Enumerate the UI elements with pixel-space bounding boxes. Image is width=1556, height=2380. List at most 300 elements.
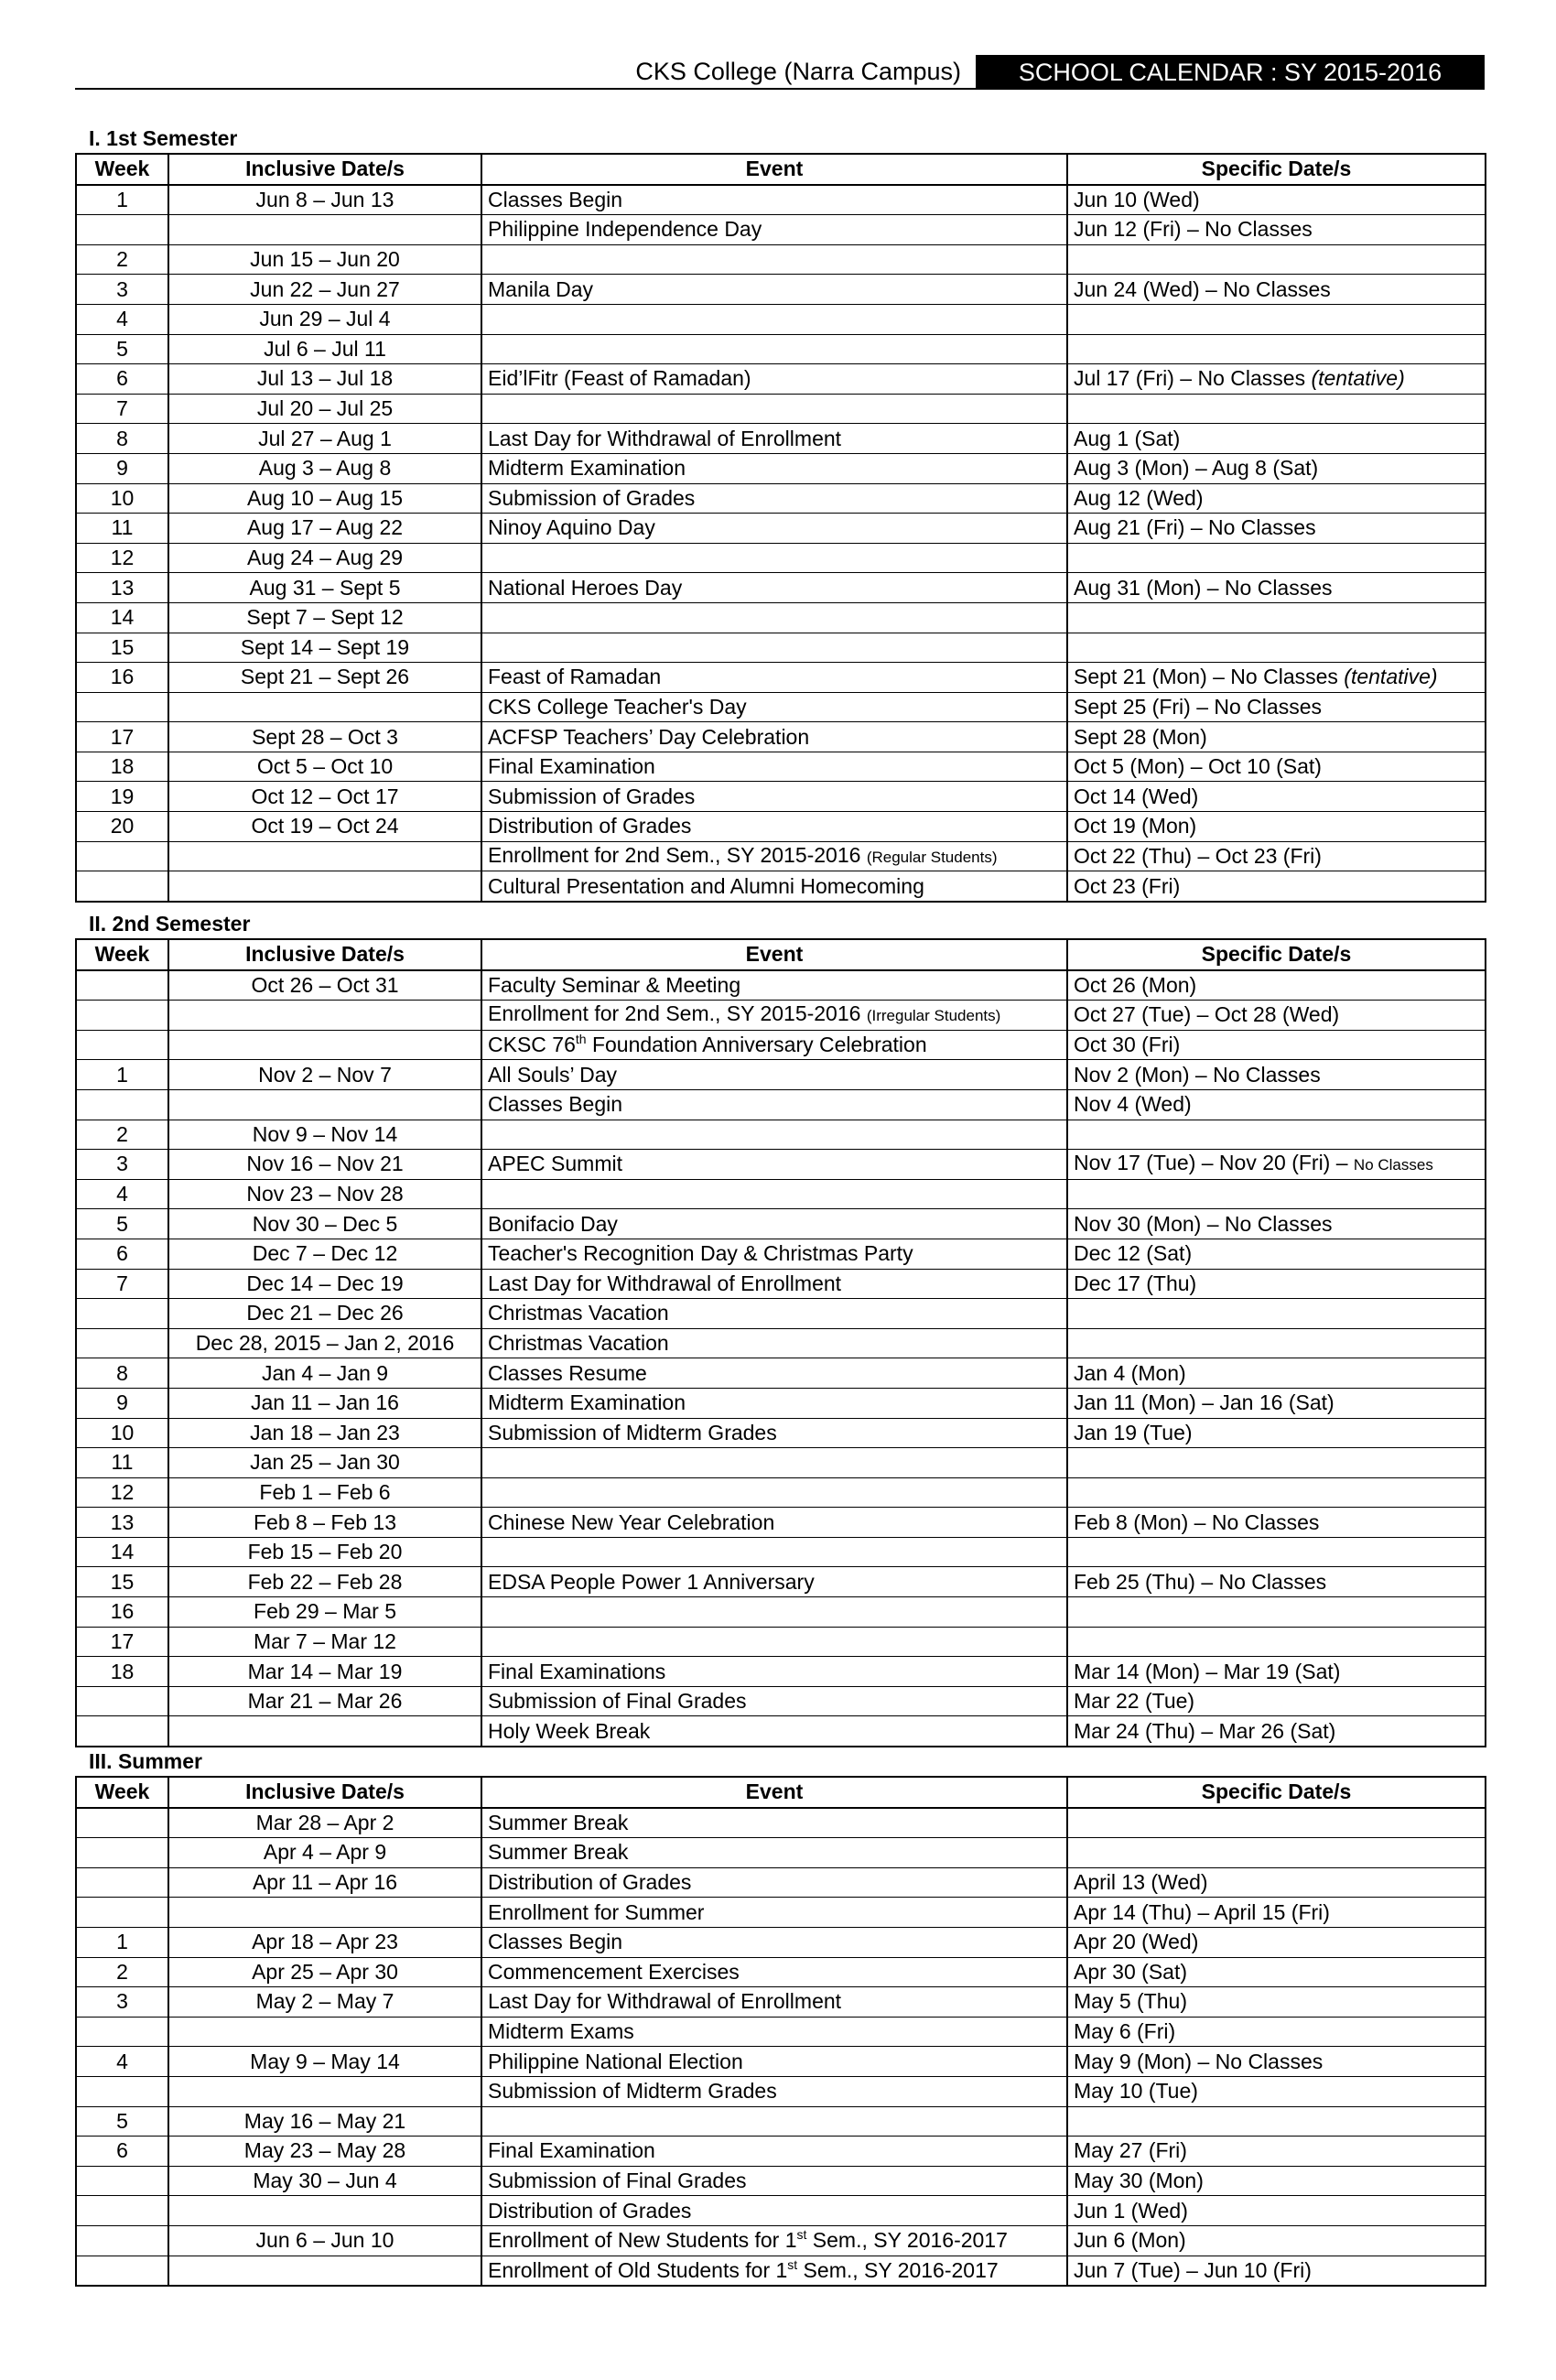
week-cell: 16 bbox=[76, 663, 168, 693]
specific-cell bbox=[1067, 692, 1486, 722]
event-cell bbox=[481, 1328, 1067, 1358]
event-cell bbox=[481, 2137, 1067, 2167]
dates-cell bbox=[168, 692, 481, 722]
specific-text: Jun 7 (Tue) – Jun 10 (Fri) bbox=[1074, 2257, 1312, 2282]
specific-cell bbox=[1067, 782, 1486, 812]
section-title-summer: III. Summer bbox=[89, 1749, 202, 1773]
specific-text: Aug 31 (Mon) – No Classes bbox=[1074, 575, 1333, 600]
week-cell: 10 bbox=[76, 1418, 168, 1448]
table-row bbox=[76, 2166, 1486, 2196]
specific-note: No Classes bbox=[1353, 1156, 1433, 1174]
col-week-header: Week bbox=[76, 1777, 168, 1808]
specific-cell bbox=[1067, 1388, 1486, 1418]
dates-cell: Dec 7 – Dec 12 bbox=[168, 1239, 481, 1269]
event-cell bbox=[481, 1657, 1067, 1687]
week-cell: 5 bbox=[76, 1209, 168, 1239]
dates-cell: Mar 28 – Apr 2 bbox=[168, 1808, 481, 1838]
dates-cell: Mar 14 – Mar 19 bbox=[168, 1657, 481, 1687]
specific-text: Aug 1 (Sat) bbox=[1074, 426, 1181, 450]
specific-cell bbox=[1067, 1120, 1486, 1150]
event-text: Midterm Examination bbox=[488, 1390, 686, 1415]
event-note: (Irregular Students) bbox=[866, 1007, 1001, 1025]
week-cell: 6 bbox=[76, 2137, 168, 2167]
week-cell: 20 bbox=[76, 812, 168, 842]
table-row bbox=[76, 2106, 1486, 2137]
event-text: Midterm Exams bbox=[488, 2019, 634, 2044]
week-cell bbox=[76, 1867, 168, 1898]
dates-cell bbox=[168, 2196, 481, 2226]
event-cell bbox=[481, 1209, 1067, 1239]
dates-cell: May 9 – May 14 bbox=[168, 2047, 481, 2077]
event-cell bbox=[481, 2047, 1067, 2077]
event-cell bbox=[481, 185, 1067, 215]
specific-text: Apr 20 (Wed) bbox=[1074, 1930, 1199, 1954]
specific-cell bbox=[1067, 1477, 1486, 1508]
specific-text: Aug 21 (Fri) – No Classes bbox=[1074, 515, 1316, 540]
dates-cell: Jul 27 – Aug 1 bbox=[168, 424, 481, 454]
table-row bbox=[76, 1627, 1486, 1657]
specific-note: (tentative) bbox=[1344, 665, 1438, 689]
week-cell bbox=[76, 2225, 168, 2256]
event-text: Holy Week Break bbox=[488, 1718, 651, 1743]
specific-cell bbox=[1067, 2166, 1486, 2196]
event-cell bbox=[481, 2196, 1067, 2226]
specific-cell bbox=[1067, 602, 1486, 633]
table-row bbox=[76, 185, 1486, 215]
specific-cell bbox=[1067, 1927, 1486, 1957]
table-row bbox=[76, 841, 1486, 871]
specific-text: Sept 25 (Fri) – No Classes bbox=[1074, 694, 1322, 719]
event-cell bbox=[481, 1269, 1067, 1299]
table-row bbox=[76, 1001, 1486, 1031]
dates-cell: Oct 5 – Oct 10 bbox=[168, 752, 481, 782]
event-cell bbox=[481, 1957, 1067, 1987]
event-cell bbox=[481, 483, 1067, 514]
specific-cell bbox=[1067, 483, 1486, 514]
table-row bbox=[76, 2196, 1486, 2226]
week-cell bbox=[76, 871, 168, 902]
event-cell bbox=[481, 1448, 1067, 1478]
table-row bbox=[76, 424, 1486, 454]
specific-cell bbox=[1067, 1209, 1486, 1239]
week-cell: 8 bbox=[76, 424, 168, 454]
event-text: All Souls’ Day bbox=[488, 1062, 618, 1087]
table-row bbox=[76, 1120, 1486, 1150]
event-cell bbox=[481, 1179, 1067, 1209]
specific-cell bbox=[1067, 663, 1486, 693]
table-row bbox=[76, 1898, 1486, 1928]
specific-cell bbox=[1067, 1150, 1486, 1180]
specific-cell bbox=[1067, 2256, 1486, 2286]
specific-text: Oct 22 (Thu) – Oct 23 (Fri) bbox=[1074, 843, 1322, 868]
week-cell: 13 bbox=[76, 573, 168, 603]
specific-text: Jun 1 (Wed) bbox=[1074, 2198, 1188, 2223]
event-cell bbox=[481, 394, 1067, 424]
dates-cell: Sept 7 – Sept 12 bbox=[168, 602, 481, 633]
specific-cell bbox=[1067, 752, 1486, 782]
week-cell: 8 bbox=[76, 1358, 168, 1389]
specific-text: May 10 (Tue) bbox=[1074, 2079, 1198, 2104]
dates-cell: Jan 4 – Jan 9 bbox=[168, 1358, 481, 1389]
specific-cell bbox=[1067, 722, 1486, 752]
dates-cell: Jan 18 – Jan 23 bbox=[168, 1418, 481, 1448]
specific-text: April 13 (Wed) bbox=[1074, 1870, 1208, 1895]
event-cell bbox=[481, 1716, 1067, 1747]
col-event-header: Event bbox=[481, 939, 1067, 970]
col-specific-header: Specific Date/s bbox=[1067, 939, 1486, 970]
specific-cell bbox=[1067, 2137, 1486, 2167]
week-cell: 2 bbox=[76, 1957, 168, 1987]
specific-cell bbox=[1067, 543, 1486, 573]
table-row bbox=[76, 1388, 1486, 1418]
table-row bbox=[76, 1597, 1486, 1628]
table-row bbox=[76, 1328, 1486, 1358]
week-cell: 6 bbox=[76, 1239, 168, 1269]
specific-cell bbox=[1067, 1358, 1486, 1389]
event-cell bbox=[481, 543, 1067, 573]
specific-cell bbox=[1067, 364, 1486, 395]
dates-cell: Jul 20 – Jul 25 bbox=[168, 394, 481, 424]
event-cell bbox=[481, 1418, 1067, 1448]
table-row bbox=[76, 244, 1486, 275]
dates-cell: Mar 7 – Mar 12 bbox=[168, 1627, 481, 1657]
dates-cell bbox=[168, 871, 481, 902]
specific-cell bbox=[1067, 1030, 1486, 1060]
dates-cell bbox=[168, 2076, 481, 2106]
dates-cell: Nov 30 – Dec 5 bbox=[168, 1209, 481, 1239]
specific-text: Nov 17 (Tue) – Nov 20 (Fri) – bbox=[1074, 1151, 1354, 1175]
dates-cell: Aug 3 – Aug 8 bbox=[168, 453, 481, 483]
event-cell bbox=[481, 244, 1067, 275]
specific-cell bbox=[1067, 1299, 1486, 1329]
specific-text: Jun 12 (Fri) – No Classes bbox=[1074, 217, 1313, 242]
week-cell: 10 bbox=[76, 483, 168, 514]
specific-text: May 6 (Fri) bbox=[1074, 2019, 1176, 2044]
table-summer bbox=[75, 1776, 1486, 2287]
specific-text: Oct 27 (Tue) – Oct 28 (Wed) bbox=[1074, 1002, 1340, 1027]
specific-cell bbox=[1067, 1001, 1486, 1031]
table-row bbox=[76, 602, 1486, 633]
event-text: CKSC 76 bbox=[488, 1033, 576, 1057]
specific-cell bbox=[1067, 304, 1486, 334]
event-text: Enrollment for Summer bbox=[488, 1899, 705, 1924]
event-cell bbox=[481, 812, 1067, 842]
event-cell bbox=[481, 424, 1067, 454]
event-superscript: st bbox=[796, 2227, 807, 2243]
dates-cell: Feb 15 – Feb 20 bbox=[168, 1537, 481, 1567]
event-text: Classes Begin bbox=[488, 187, 623, 211]
week-cell: 13 bbox=[76, 1508, 168, 1538]
event-cell bbox=[481, 514, 1067, 544]
event-cell bbox=[481, 752, 1067, 782]
event-text: Submission of Final Grades bbox=[488, 2169, 747, 2193]
table-row bbox=[76, 304, 1486, 334]
page-header bbox=[75, 55, 1485, 90]
dates-cell: Mar 21 – Mar 26 bbox=[168, 1686, 481, 1716]
event-text: ACFSP Teachers’ Day Celebration bbox=[488, 724, 810, 749]
dates-cell: Dec 14 – Dec 19 bbox=[168, 1269, 481, 1299]
week-cell bbox=[76, 841, 168, 871]
specific-cell bbox=[1067, 871, 1486, 902]
table-row bbox=[76, 1927, 1486, 1957]
event-text: Final Examination bbox=[488, 754, 655, 779]
specific-cell bbox=[1067, 514, 1486, 544]
col-week-header: Week bbox=[76, 154, 168, 185]
event-text: Classes Resume bbox=[488, 1360, 647, 1385]
specific-text: Oct 26 (Mon) bbox=[1074, 972, 1197, 997]
event-cell bbox=[481, 1089, 1067, 1120]
week-cell: 1 bbox=[76, 1927, 168, 1957]
table-row bbox=[76, 692, 1486, 722]
table-row bbox=[76, 543, 1486, 573]
event-text: Christmas Vacation bbox=[488, 1301, 669, 1325]
week-cell: 15 bbox=[76, 1567, 168, 1597]
week-cell: 14 bbox=[76, 1537, 168, 1567]
col-specific-header: Specific Date/s bbox=[1067, 154, 1486, 185]
specific-cell bbox=[1067, 334, 1486, 364]
week-cell bbox=[76, 970, 168, 1001]
week-cell: 15 bbox=[76, 633, 168, 663]
dates-cell: Apr 4 – Apr 9 bbox=[168, 1838, 481, 1868]
week-cell bbox=[76, 215, 168, 245]
specific-cell bbox=[1067, 2106, 1486, 2137]
specific-text: Mar 24 (Thu) – Mar 26 (Sat) bbox=[1074, 1718, 1336, 1743]
specific-cell bbox=[1067, 185, 1486, 215]
week-cell bbox=[76, 2017, 168, 2047]
specific-text: Feb 8 (Mon) – No Classes bbox=[1074, 1509, 1320, 1534]
specific-cell bbox=[1067, 1686, 1486, 1716]
event-text-cont: Sem., SY 2016-2017 bbox=[806, 2228, 1008, 2253]
dates-cell: Sept 14 – Sept 19 bbox=[168, 633, 481, 663]
specific-cell bbox=[1067, 1567, 1486, 1597]
dates-cell: Feb 29 – Mar 5 bbox=[168, 1597, 481, 1628]
dates-cell: Nov 16 – Nov 21 bbox=[168, 1150, 481, 1180]
event-text: Enrollment of New Students for 1 bbox=[488, 2228, 797, 2253]
specific-text: Nov 30 (Mon) – No Classes bbox=[1074, 1211, 1333, 1236]
table-row bbox=[76, 1537, 1486, 1567]
event-cell bbox=[481, 782, 1067, 812]
specific-cell bbox=[1067, 1508, 1486, 1538]
specific-cell bbox=[1067, 244, 1486, 275]
event-cell bbox=[481, 364, 1067, 395]
week-cell bbox=[76, 1686, 168, 1716]
col-dates-header: Inclusive Date/s bbox=[168, 154, 481, 185]
specific-text: Jul 17 (Fri) – No Classes bbox=[1074, 366, 1312, 391]
specific-cell bbox=[1067, 1328, 1486, 1358]
week-cell: 1 bbox=[76, 1060, 168, 1090]
specific-cell bbox=[1067, 215, 1486, 245]
table-1st-semester bbox=[75, 153, 1486, 903]
week-cell: 3 bbox=[76, 1150, 168, 1180]
event-cell bbox=[481, 1120, 1067, 1150]
event-text: Chinese New Year Celebration bbox=[488, 1509, 775, 1534]
table-row bbox=[76, 970, 1486, 1001]
table-row bbox=[76, 1179, 1486, 1209]
dates-cell: Sept 28 – Oct 3 bbox=[168, 722, 481, 752]
event-cell bbox=[481, 2076, 1067, 2106]
week-cell bbox=[76, 1089, 168, 1120]
event-text: Cultural Presentation and Alumni Homecoming bbox=[488, 873, 924, 898]
table-row bbox=[76, 1209, 1486, 1239]
table-row bbox=[76, 1299, 1486, 1329]
event-text: Faculty Seminar & Meeting bbox=[488, 972, 741, 997]
event-text: Christmas Vacation bbox=[488, 1331, 669, 1356]
event-cell bbox=[481, 1567, 1067, 1597]
table-row bbox=[76, 483, 1486, 514]
dates-cell bbox=[168, 1001, 481, 1031]
table-row bbox=[76, 1269, 1486, 1299]
event-text: CKS College Teacher's Day bbox=[488, 694, 747, 719]
week-cell bbox=[76, 1838, 168, 1868]
specific-text: Oct 19 (Mon) bbox=[1074, 814, 1197, 838]
event-text: Philippine National Election bbox=[488, 2049, 743, 2073]
dates-cell: Jun 8 – Jun 13 bbox=[168, 185, 481, 215]
event-text: Enrollment of Old Students for 1 bbox=[488, 2257, 788, 2282]
week-cell bbox=[76, 692, 168, 722]
table-row bbox=[76, 514, 1486, 544]
specific-text: Aug 3 (Mon) – Aug 8 (Sat) bbox=[1074, 456, 1319, 481]
event-text: Distribution of Grades bbox=[488, 2198, 692, 2223]
specific-cell bbox=[1067, 1179, 1486, 1209]
specific-text: Dec 17 (Thu) bbox=[1074, 1271, 1197, 1295]
table-row bbox=[76, 1477, 1486, 1508]
section-title-2nd-semester: II. 2nd Semester bbox=[89, 912, 251, 936]
week-cell: 9 bbox=[76, 453, 168, 483]
table-row bbox=[76, 364, 1486, 395]
week-cell: 12 bbox=[76, 543, 168, 573]
table-row bbox=[76, 1808, 1486, 1838]
table-row bbox=[76, 215, 1486, 245]
specific-cell bbox=[1067, 1418, 1486, 1448]
event-text: Submission of Final Grades bbox=[488, 1689, 747, 1714]
week-cell bbox=[76, 1328, 168, 1358]
week-cell bbox=[76, 1808, 168, 1838]
campus-name: CKS College (Narra Campus) bbox=[635, 58, 961, 85]
col-event-header: Event bbox=[481, 154, 1067, 185]
event-text: Ninoy Aquino Day bbox=[488, 515, 655, 540]
event-text-cont: Sem., SY 2016-2017 bbox=[797, 2257, 999, 2282]
dates-cell: Apr 18 – Apr 23 bbox=[168, 1927, 481, 1957]
dates-cell: Oct 26 – Oct 31 bbox=[168, 970, 481, 1001]
specific-cell bbox=[1067, 1716, 1486, 1747]
specific-text: Mar 22 (Tue) bbox=[1074, 1689, 1195, 1714]
table-row bbox=[76, 1508, 1486, 1538]
event-cell bbox=[481, 1388, 1067, 1418]
table-row bbox=[76, 2137, 1486, 2167]
event-text: Feast of Ramadan bbox=[488, 665, 662, 689]
week-cell: 7 bbox=[76, 394, 168, 424]
week-cell: 12 bbox=[76, 1477, 168, 1508]
dates-cell: May 2 – May 7 bbox=[168, 1987, 481, 2018]
table-row bbox=[76, 1987, 1486, 2018]
dates-cell: Oct 12 – Oct 17 bbox=[168, 782, 481, 812]
section-title-1st-semester: I. 1st Semester bbox=[89, 126, 238, 150]
event-text: Submission of Grades bbox=[488, 784, 696, 808]
specific-text: Sept 28 (Mon) bbox=[1074, 724, 1207, 749]
specific-text: Sept 21 (Mon) – No Classes bbox=[1074, 665, 1345, 689]
specific-cell bbox=[1067, 2225, 1486, 2256]
week-cell bbox=[76, 1898, 168, 1928]
col-event-header: Event bbox=[481, 1777, 1067, 1808]
week-cell: 16 bbox=[76, 1597, 168, 1628]
table-row bbox=[76, 1657, 1486, 1687]
event-text: Summer Break bbox=[488, 1840, 629, 1865]
specific-text: Mar 14 (Mon) – Mar 19 (Sat) bbox=[1074, 1659, 1341, 1683]
specific-cell bbox=[1067, 2047, 1486, 2077]
specific-text: Jan 19 (Tue) bbox=[1074, 1420, 1193, 1444]
event-text: Distribution of Grades bbox=[488, 814, 692, 838]
event-cell bbox=[481, 2017, 1067, 2047]
dates-cell: Feb 8 – Feb 13 bbox=[168, 1508, 481, 1538]
event-text: Submission of Midterm Grades bbox=[488, 1420, 777, 1444]
specific-text: Jan 4 (Mon) bbox=[1074, 1360, 1186, 1385]
dates-cell bbox=[168, 841, 481, 871]
dates-cell bbox=[168, 1716, 481, 1747]
specific-text: Jan 11 (Mon) – Jan 16 (Sat) bbox=[1074, 1390, 1334, 1415]
specific-text: Oct 14 (Wed) bbox=[1074, 784, 1199, 808]
table-row bbox=[76, 1358, 1486, 1389]
table-row bbox=[76, 663, 1486, 693]
week-cell: 2 bbox=[76, 1120, 168, 1150]
table-row bbox=[76, 782, 1486, 812]
specific-note: (tentative) bbox=[1311, 366, 1405, 391]
dates-cell: May 16 – May 21 bbox=[168, 2106, 481, 2137]
specific-text: Nov 2 (Mon) – No Classes bbox=[1074, 1062, 1321, 1087]
specific-text: May 30 (Mon) bbox=[1074, 2169, 1204, 2193]
specific-text: Apr 14 (Thu) – April 15 (Fri) bbox=[1074, 1899, 1330, 1924]
week-cell bbox=[76, 1299, 168, 1329]
specific-text: Oct 30 (Fri) bbox=[1074, 1033, 1181, 1057]
week-cell: 14 bbox=[76, 602, 168, 633]
table-row bbox=[76, 812, 1486, 842]
week-cell: 2 bbox=[76, 244, 168, 275]
event-text: Commencement Exercises bbox=[488, 1959, 740, 1984]
event-cell bbox=[481, 275, 1067, 305]
event-cell bbox=[481, 1597, 1067, 1628]
week-cell: 11 bbox=[76, 1448, 168, 1478]
specific-text: May 9 (Mon) – No Classes bbox=[1074, 2049, 1324, 2073]
specific-text: Jun 10 (Wed) bbox=[1074, 187, 1200, 211]
week-cell: 7 bbox=[76, 1269, 168, 1299]
specific-cell bbox=[1067, 2076, 1486, 2106]
week-cell: 17 bbox=[76, 1627, 168, 1657]
dates-cell bbox=[168, 2017, 481, 2047]
dates-cell: Jan 11 – Jan 16 bbox=[168, 1388, 481, 1418]
event-cell bbox=[481, 2225, 1067, 2256]
week-cell bbox=[76, 1716, 168, 1747]
table-row bbox=[76, 633, 1486, 663]
specific-cell bbox=[1067, 1838, 1486, 1868]
table-2nd-semester bbox=[75, 938, 1486, 1747]
specific-text: Oct 5 (Mon) – Oct 10 (Sat) bbox=[1074, 754, 1322, 779]
week-cell: 6 bbox=[76, 364, 168, 395]
week-cell: 4 bbox=[76, 2047, 168, 2077]
week-cell: 9 bbox=[76, 1388, 168, 1418]
col-week-header: Week bbox=[76, 939, 168, 970]
col-dates-header: Inclusive Date/s bbox=[168, 939, 481, 970]
event-cell bbox=[481, 1627, 1067, 1657]
specific-cell bbox=[1067, 1987, 1486, 2018]
dates-cell: Dec 28, 2015 – Jan 2, 2016 bbox=[168, 1328, 481, 1358]
event-cell bbox=[481, 1477, 1067, 1508]
table-row bbox=[76, 722, 1486, 752]
specific-cell bbox=[1067, 1898, 1486, 1928]
event-cell bbox=[481, 602, 1067, 633]
event-cell bbox=[481, 1808, 1067, 1838]
event-text: Submission of Grades bbox=[488, 485, 696, 510]
event-text: Last Day for Withdrawal of Enrollment bbox=[488, 1271, 842, 1295]
event-cell bbox=[481, 1239, 1067, 1269]
